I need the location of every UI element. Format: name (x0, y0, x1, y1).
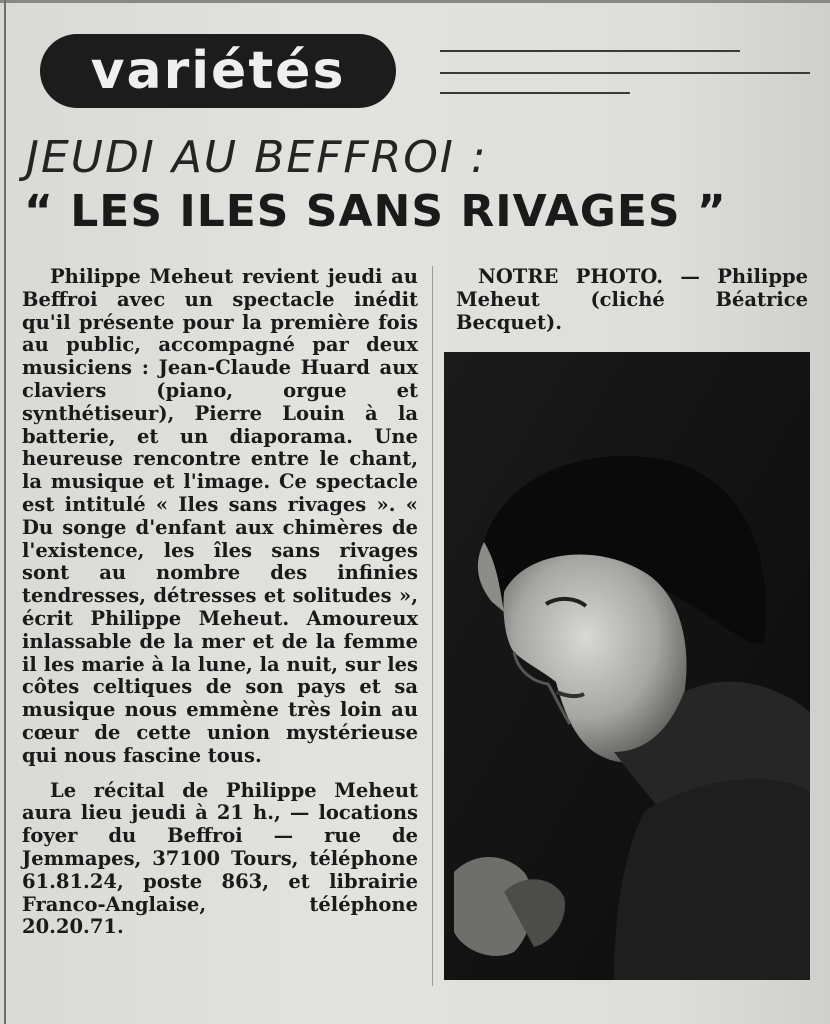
headline-kicker: JEUDI AU BEFFROI : (26, 132, 488, 183)
portrait-image (444, 352, 810, 980)
header-rule (440, 72, 810, 74)
photo-caption: NOTRE PHOTO. — Philippe Meheut (cliché Béatrice Becquet). (456, 265, 808, 334)
left-rule (4, 0, 6, 1024)
article-paragraph: Le récital de Philippe Meheut aura lieu jeudi à 21 h., — locations foyer du Beffroi — rue de Jemmapes, 37100 Tours, téléphone 61.81.24, poste 863, et librairie Franco-Anglaise, téléphone 20.20.71. (22, 778, 418, 939)
portrait-photo (444, 352, 810, 980)
article-body (22, 266, 418, 939)
top-rule (0, 0, 830, 3)
section-banner (40, 34, 396, 108)
header-rule (440, 92, 630, 94)
headline-title: “ LES ILES SANS RIVAGES ” (24, 186, 727, 237)
section-label: variétés (90, 41, 346, 101)
header-rule (440, 50, 740, 52)
column-divider (432, 266, 433, 986)
article-paragraph: Philippe Meheut revient jeudi au Beffroi avec un spectacle inédit qu'il présente pour la première fois au public, accompagné par deux musiciens : Jean-Claude Huard aux claviers (piano, orgue et synthétiseur), Pierre Louin à la batterie, et un diaporama. Une heureuse rencontre entre le chant, la musique et l'image. Ce spectacle est intitulé « Iles sans rivages ». « Du songe d'enfant aux chimères de l'existence, les îles sans rivages sont au nombre des infinies tendresses, détresses et solitudes », écrit Philippe Meheut. Amoureux inlassable de la mer et de la femme il les marie à la lune, la nuit, sur les côtes celtiques de son pays et sa musique nous emmène très loin au cœur de cette union mystérieuse qui nous fascine tous. (22, 265, 418, 767)
